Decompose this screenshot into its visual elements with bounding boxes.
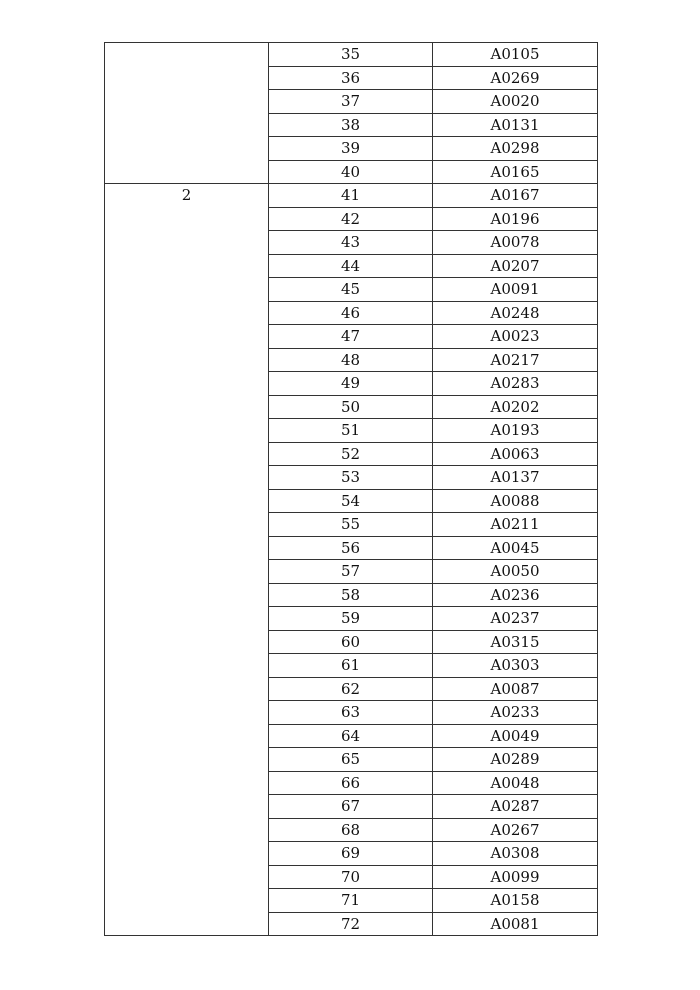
row-number-cell: 50 [269,395,433,419]
code-cell: A0315 [433,630,598,654]
code-cell: A0289 [433,748,598,772]
table-body [105,43,598,936]
row-number-cell: 35 [269,43,433,67]
code-cell: A0207 [433,254,598,278]
code-cell: A0020 [433,90,598,114]
row-number-cell: 41 [269,184,433,208]
row-number-cell: 53 [269,466,433,490]
row-number-cell: 49 [269,372,433,396]
code-cell: A0099 [433,865,598,889]
code-cell: A0165 [433,160,598,184]
code-cell: A0283 [433,372,598,396]
row-number-cell: 43 [269,231,433,255]
row-number-cell: 67 [269,795,433,819]
code-cell: A0087 [433,677,598,701]
row-number-cell: 47 [269,325,433,349]
row-number-cell: 42 [269,207,433,231]
row-number-cell: 65 [269,748,433,772]
code-cell: A0158 [433,889,598,913]
code-cell: A0237 [433,607,598,631]
row-number-cell: 54 [269,489,433,513]
code-cell: A0193 [433,419,598,443]
row-number-cell: 52 [269,442,433,466]
row-number-cell: 51 [269,419,433,443]
code-cell: A0248 [433,301,598,325]
table-row [105,184,598,208]
code-cell: A0211 [433,513,598,537]
table-row [105,43,598,67]
code-cell: A0196 [433,207,598,231]
group-cell [105,43,269,184]
code-cell: A0287 [433,795,598,819]
code-cell: A0091 [433,278,598,302]
code-cell: A0105 [433,43,598,67]
code-cell: A0063 [433,442,598,466]
code-cell: A0078 [433,231,598,255]
row-number-cell: 62 [269,677,433,701]
code-cell: A0023 [433,325,598,349]
row-number-cell: 37 [269,90,433,114]
row-number-cell: 70 [269,865,433,889]
code-cell: A0303 [433,654,598,678]
code-cell: A0049 [433,724,598,748]
row-number-cell: 39 [269,137,433,161]
code-cell: A0048 [433,771,598,795]
row-number-cell: 60 [269,630,433,654]
code-cell: A0298 [433,137,598,161]
code-cell: A0236 [433,583,598,607]
row-number-cell: 38 [269,113,433,137]
row-number-cell: 59 [269,607,433,631]
code-cell: A0045 [433,536,598,560]
code-cell: A0202 [433,395,598,419]
code-cell: A0269 [433,66,598,90]
row-number-cell: 56 [269,536,433,560]
row-number-cell: 71 [269,889,433,913]
row-number-cell: 45 [269,278,433,302]
row-number-cell: 58 [269,583,433,607]
row-number-cell: 66 [269,771,433,795]
code-cell: A0267 [433,818,598,842]
row-number-cell: 72 [269,912,433,936]
row-number-cell: 36 [269,66,433,90]
row-number-cell: 46 [269,301,433,325]
row-number-cell: 40 [269,160,433,184]
row-number-cell: 44 [269,254,433,278]
code-cell: A0167 [433,184,598,208]
row-number-cell: 61 [269,654,433,678]
code-cell: A0137 [433,466,598,490]
row-number-cell: 68 [269,818,433,842]
code-cell: A0131 [433,113,598,137]
group-cell: 2 [105,184,269,936]
row-number-cell: 64 [269,724,433,748]
row-number-cell: 69 [269,842,433,866]
code-cell: A0081 [433,912,598,936]
row-number-cell: 63 [269,701,433,725]
row-number-cell: 57 [269,560,433,584]
code-cell: A0088 [433,489,598,513]
row-number-cell: 55 [269,513,433,537]
code-cell: A0217 [433,348,598,372]
assignment-table [104,42,598,936]
code-cell: A0308 [433,842,598,866]
code-cell: A0050 [433,560,598,584]
row-number-cell: 48 [269,348,433,372]
code-cell: A0233 [433,701,598,725]
